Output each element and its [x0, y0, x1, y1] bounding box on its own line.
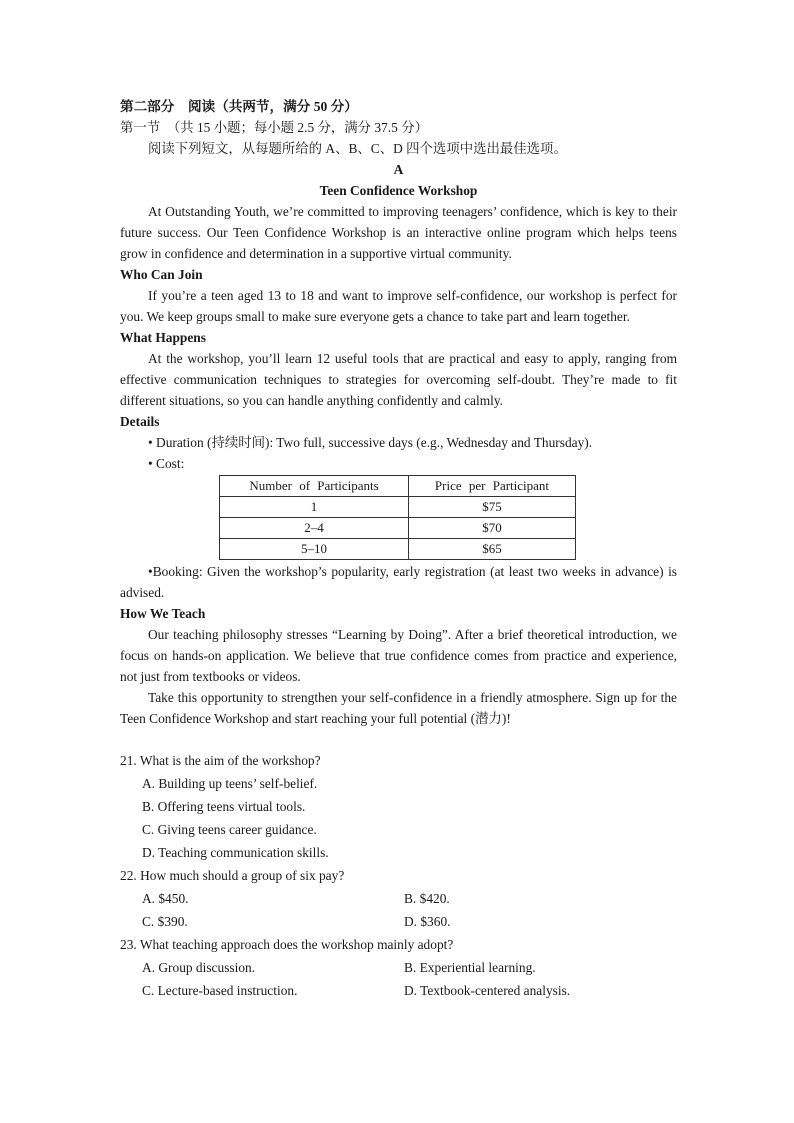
section-heading-how-we-teach: How We Teach — [120, 606, 206, 621]
what-happens-paragraph: At the workshop, you’ll learn 12 useful tools that are practical and easy to apply, ranging from effective communication techniques to strategies for overcoming self-doubt. They’re made to fit different situations, so you can handle anything confidently and calmly. — [120, 351, 677, 408]
cost-item: • Cost: — [148, 456, 185, 471]
intro-paragraph: At Outstanding Youth, we’re committed to improving teenagers’ confidence, which is key to their future success. Our Teen Confidence Workshop is an interactive online program which helps teens grow in confidence and determination in a supportive virtual community. — [120, 204, 677, 261]
table-cell: $70 — [409, 518, 576, 539]
option-b: B. Experiential learning. — [404, 960, 536, 975]
exam-page — [120, 96, 677, 1002]
option-d: D. Teaching communication skills. — [142, 845, 329, 860]
question-22 — [120, 864, 677, 933]
table-row — [220, 539, 576, 560]
section-heading-what-happens: What Happens — [120, 330, 206, 345]
option-c: C. $390. — [142, 914, 188, 929]
option-a: A. Building up teens’ self-belief. — [142, 776, 318, 791]
how-we-teach-paragraph: Our teaching philosophy stresses “Learning by Doing”. After a brief theoretical introduction, we focus on hands-on application. We believe that true confidence comes from practice and experience, not just from textbooks or videos. — [120, 627, 677, 684]
question-21 — [120, 749, 677, 864]
passage-label: A — [393, 162, 404, 177]
table-cell: 5–10 — [220, 539, 409, 560]
option-a: A. Group discussion. — [142, 960, 256, 975]
table-cell: $65 — [409, 539, 576, 560]
option-c: C. Lecture-based instruction. — [142, 983, 298, 998]
table-cell: 2–4 — [220, 518, 409, 539]
section-heading-details: Details — [120, 414, 160, 429]
passage-title: Teen Confidence Workshop — [319, 183, 478, 198]
part-title: 第二部分 阅读（共两节，满分 50 分） — [120, 99, 358, 114]
section-heading-who-can-join: Who Can Join — [120, 267, 203, 282]
question-23 — [120, 933, 677, 1002]
booking-item: •Booking: Given the workshop’s popularity, early registration (at least two weeks in advance) is advised. — [120, 564, 677, 600]
option-d: D. $360. — [404, 914, 451, 929]
question-stem: 22. How much should a group of six pay? — [120, 868, 345, 883]
column-header: Number of Participants — [220, 476, 409, 497]
cost-table-header — [220, 476, 576, 497]
option-c: C. Giving teens career guidance. — [142, 822, 317, 837]
question-stem: 23. What teaching approach does the workshop mainly adopt? — [120, 937, 454, 952]
instructions: 阅读下列短文，从每题所给的 A、B、C、D 四个选项中选出最佳选项。 — [148, 141, 567, 156]
cost-table — [219, 475, 576, 560]
table-cell: 1 — [220, 497, 409, 518]
table-row — [220, 497, 576, 518]
option-b: B. Offering teens virtual tools. — [142, 799, 306, 814]
option-a: A. $450. — [142, 891, 189, 906]
section-title: 第一节 （共 15 小题；每小题 2.5 分，满分 37.5 分） — [120, 120, 428, 135]
option-b: B. $420. — [404, 891, 450, 906]
closing-paragraph: Take this opportunity to strengthen your self-confidence in a friendly atmosphere. Sign up for the Teen Confidence Workshop and start reaching your full potential (潜力)! — [120, 690, 677, 726]
question-stem: 21. What is the aim of the workshop? — [120, 753, 321, 768]
option-d: D. Textbook-centered analysis. — [404, 983, 571, 998]
who-can-join-paragraph: If you’re a teen aged 13 to 18 and want to improve self-confidence, our workshop is perfect for you. We keep groups small to make sure everyone gets a chance to take part and learn together. — [120, 288, 677, 324]
column-header: Price per Participant — [409, 476, 576, 497]
table-cell: $75 — [409, 497, 576, 518]
table-row — [220, 518, 576, 539]
duration-item: • Duration (持续时间): Two full, successive days (e.g., Wednesday and Thursday). — [148, 435, 593, 450]
